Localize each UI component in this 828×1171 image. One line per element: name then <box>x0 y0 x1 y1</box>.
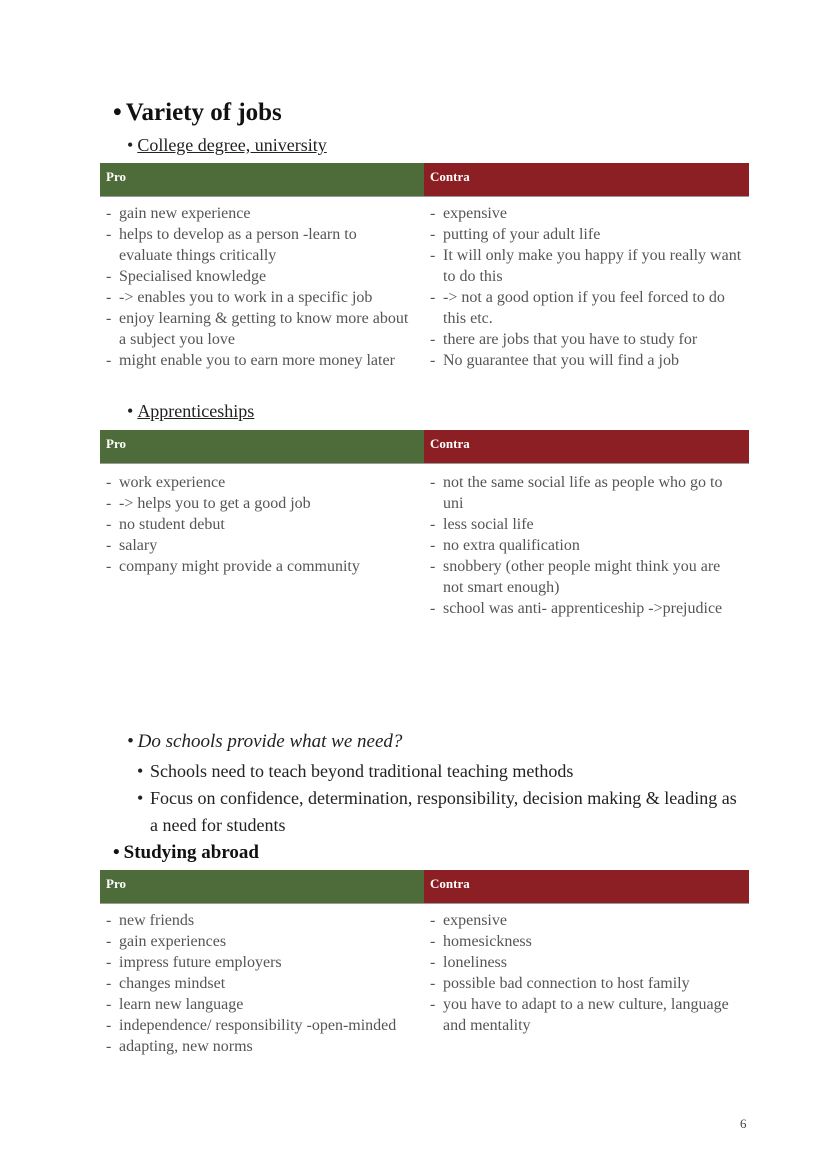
list-item: - expensive <box>424 910 744 931</box>
schools-points <box>137 758 737 839</box>
subheading-apprenticeships <box>127 401 254 422</box>
list-item: - gain new experience <box>100 203 410 224</box>
list-item: - snobbery (other people might think you are not smart enough) <box>424 556 744 598</box>
page-number: 6 <box>740 1116 747 1131</box>
list-item: - new friends <box>100 910 400 931</box>
subheading-college-text: College degree, university <box>137 135 327 155</box>
list-item: - not the same social life as people who go to uni <box>424 472 744 514</box>
schools-point: • Focus on confidence, determination, responsibility, decision making & leading as a need for students <box>137 788 737 835</box>
college-header-rule <box>100 196 749 197</box>
subheading-apprenticeships-text: Apprenticeships <box>137 401 255 421</box>
list-item: - adapting, new norms <box>100 1036 400 1057</box>
college-pros-list <box>100 203 410 371</box>
list-item: - impress future employers <box>100 952 400 973</box>
list-item: - loneliness <box>424 952 744 973</box>
apprenticeships-pro-header: Pro <box>100 430 424 463</box>
college-cons-list <box>424 203 744 371</box>
list-item: - salary <box>100 535 410 556</box>
list-item: - changes mindset <box>100 973 400 994</box>
abroad-table-header <box>100 870 749 903</box>
college-contra-header: Contra <box>424 163 749 196</box>
schools-question-text: Do schools provide what we need? <box>137 731 403 752</box>
list-item: - It will only make you happy if you really want to do this <box>424 245 744 287</box>
list-item: - work experience <box>100 472 410 493</box>
apprenticeships-cons-list <box>424 472 744 619</box>
college-pro-header: Pro <box>100 163 424 196</box>
list-item: - might enable you to earn more money later <box>100 350 410 371</box>
list-item: - no extra qualification <box>424 535 744 556</box>
list-item: - company might provide a community <box>100 556 410 577</box>
list-item: - enjoy learning & getting to know more about a subject you love <box>100 308 410 350</box>
heading-text: Variety of jobs <box>125 99 282 126</box>
schools-point: • Schools need to teach beyond traditional teaching methods <box>137 761 574 781</box>
list-item: - putting of your adult life <box>424 224 744 245</box>
list-item: - helps to develop as a person -learn to evaluate things critically <box>100 224 410 266</box>
abroad-pro-header: Pro <box>100 870 424 903</box>
list-item: - expensive <box>424 203 744 224</box>
list-item: - school was anti- apprenticeship ->prejudice <box>424 598 744 619</box>
list-item: - less social life <box>424 514 744 535</box>
subheading-college <box>127 135 327 156</box>
list-item: - learn new language <box>100 994 400 1015</box>
abroad-contra-header: Contra <box>424 870 749 903</box>
apprenticeships-pros-list <box>100 472 410 577</box>
list-item: - -> not a good option if you feel forced to do this etc. <box>424 287 744 329</box>
abroad-pros-list <box>100 910 400 1057</box>
list-item: - homesickness <box>424 931 744 952</box>
list-item: - -> enables you to work in a specific job <box>100 287 410 308</box>
abroad-cons-list <box>424 910 744 1036</box>
list-item: - independence/ responsibility -open-minded <box>100 1015 400 1036</box>
list-item: - No guarantee that you will find a job <box>424 350 744 371</box>
list-item: - no student debut <box>100 514 410 535</box>
list-item: - there are jobs that you have to study for <box>424 329 744 350</box>
apprenticeships-table-header <box>100 430 749 463</box>
apprenticeships-contra-header: Contra <box>424 430 749 463</box>
list-item: - Specialised knowledge <box>100 266 410 287</box>
section-heading-studying-abroad <box>113 842 259 864</box>
list-item: - -> helps you to get a good job <box>100 493 410 514</box>
abroad-heading-text: Studying abroad <box>123 842 260 863</box>
list-item: - gain experiences <box>100 931 400 952</box>
schools-question <box>127 731 402 753</box>
abroad-header-rule <box>100 903 749 904</box>
list-item: - possible bad connection to host family <box>424 973 744 994</box>
apprenticeships-header-rule <box>100 463 749 464</box>
college-table-header <box>100 163 749 196</box>
section-heading-variety-of-jobs <box>113 99 282 127</box>
list-item: - you have to adapt to a new culture, language and mentality <box>424 994 744 1036</box>
